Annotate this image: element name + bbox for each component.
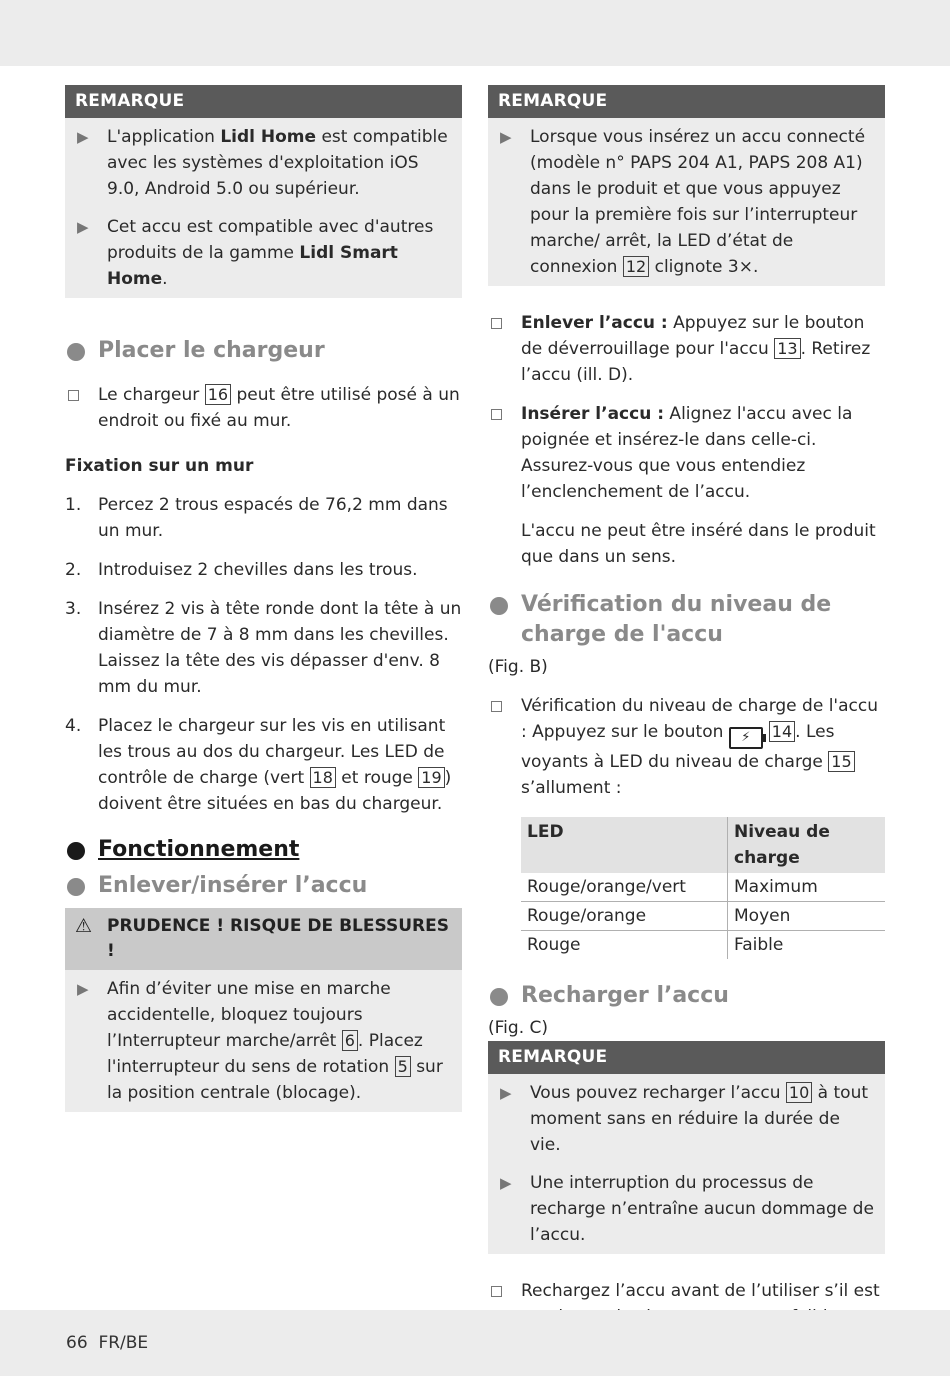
note-title: REMARQUE [488,1041,885,1074]
note-box-app [65,85,462,298]
steps-list [65,492,462,817]
list-item: Insérer l’accu : Alignez l'accu avec la poignée et insérez-le dans celle-ci. Assurez-vous que vous entendiez l’enclenchement de l’accu. [488,401,885,505]
triangle-bullet-icon: ▶ [77,980,89,998]
table-cell: Rouge/orange/vert [521,873,728,902]
reference-number: 13 [774,338,800,359]
note-item: ▶ Une interruption du processus de recharge n’entraîne aucun dommage de l’accu. [498,1170,875,1248]
warning-box [65,908,462,1112]
section-heading-verification: Vérification du niveau de charge de l'accu [488,590,885,650]
right-column [488,85,885,1330]
note-title: REMARQUE [65,85,462,118]
paragraph: L'accu ne peut être inséré dans le produit que dans un sens. [521,521,876,567]
warning-title: ⚠ PRUDENCE ! RISQUE DE BLESSURES ! [65,908,462,970]
language-code: FR/BE [98,1333,149,1353]
circle-bullet-icon [490,597,508,615]
table-cell: Rouge [521,931,728,960]
triangle-bullet-icon: ▶ [500,128,512,146]
battery-charge-icon: ⚡ [729,727,763,749]
page-number: 66 [66,1333,88,1353]
square-bullet-icon [491,1286,502,1297]
left-column [65,85,462,1112]
triangle-bullet-icon: ▶ [500,1174,512,1192]
triangle-bullet-icon: ▶ [77,218,89,236]
table-row [521,902,885,931]
reference-number: 10 [786,1082,812,1103]
table-row [521,931,885,960]
reference-number: 18 [310,767,336,788]
reference-number: 19 [418,767,444,788]
column-header: LED [521,817,728,873]
circle-bullet-icon [67,842,85,860]
triangle-bullet-icon: ▶ [77,128,89,146]
table-cell: Maximum [728,873,886,902]
reference-number: 16 [205,384,231,405]
figure-reference: (Fig. B) [488,657,548,677]
subheading-fixation: Fixation sur un mur [65,456,254,476]
square-bullet-icon [491,318,502,329]
table-cell: Faible [734,935,784,955]
charge-level-table [521,817,885,959]
warning-triangle-icon: ⚠ [75,915,93,937]
table-cell: Moyen [728,902,886,931]
table-row [521,873,885,902]
square-bullet-icon [491,409,502,420]
reference-number: 14 [769,721,795,742]
reference-number: 12 [623,256,649,277]
note-item: ▶ Cet accu est compatible avec d'autres produits de la gamme Lidl Smart Home. [75,214,452,292]
note-item: ▶ Vous pouvez recharger l’accu 10 à tout moment sans en réduire la durée de vie. [498,1080,875,1158]
section-heading-enlever: Enlever/insérer l’accu [65,871,462,901]
section-heading-recharger: Recharger l’accu [488,981,885,1011]
circle-bullet-icon [490,988,508,1006]
list-item: Enlever l’accu : Appuyez sur le bouton de déverrouillage pour l'accu 13 . Retirez l’accu (ill. D). [488,310,885,388]
circle-bullet-icon [67,343,85,361]
reference-number: 5 [395,1056,411,1077]
section-heading-placer: Placer le chargeur [65,336,462,366]
step-item: 2. Introduisez 2 chevilles dans les trous. [65,560,418,580]
note-item: ▶ Lorsque vous insérez un accu connecté (modèle n° PAPS 204 A1, PAPS 208 A1) dans le produit et que vous appuyez pour la première fois sur l’interrupteur marche/ arrêt, la LED d’état de connexion 12 clignote 3×. [498,124,875,280]
step-item: 3. Insérez 2 vis à tête ronde dont la tête à un diamètre de 7 à 8 mm dans les chevilles. Laissez la tête des vis dépasser d'env. 8 mm du mur. [65,599,462,697]
table-cell: Rouge/orange [521,902,728,931]
triangle-bullet-icon: ▶ [500,1084,512,1102]
reference-number: 6 [342,1030,358,1051]
square-bullet-icon [68,390,79,401]
table-header-row [521,817,885,873]
reference-number: 15 [828,751,854,772]
step-item: 4. Placez le chargeur sur les vis en utilisant les trous au dos du chargeur. Les LED de contrôle de charge (vert 18 et rouge 19 ) doivent être situées en bas du chargeur. [65,716,452,814]
step-item: 1. Percez 2 trous espacés de 76,2 mm dans un mur. [65,495,448,541]
list-item: Le chargeur 16 peut être utilisé posé à un endroit ou fixé au mur. [65,382,462,434]
section-heading-fonctionnement: Fonctionnement [65,835,462,865]
column-header: Niveau de charge [728,817,886,873]
note-box-connection [488,85,885,286]
circle-bullet-icon [67,878,85,896]
top-band [0,0,950,66]
page-footer [66,1333,148,1353]
note-title: REMARQUE [488,85,885,118]
note-item: ▶ L'application Lidl Home est compatible avec les systèmes d'exploitation iOS 9.0, Android 5.0 ou supérieur. [75,124,452,202]
figure-reference: (Fig. C) [488,1018,548,1038]
list-item: Rechargez l’accu avant de l’utiliser s’il est [488,1278,885,1330]
list-item: Vérification du niveau de charge de l'accu : Appuyez sur le bouton ⚡ 14 . Les voyants à LED du niveau de charge 15 s’allument : [488,693,885,801]
note-box-recharge [488,1041,885,1254]
square-bullet-icon [491,701,502,712]
warning-item: ▶ Afin d’éviter une mise en marche accidentelle, bloquez toujours l’Interrupteur marche/arrêt 6 . Placez l'interrupteur du sens de rotation 5 sur la position centrale (blocage). [75,976,452,1106]
